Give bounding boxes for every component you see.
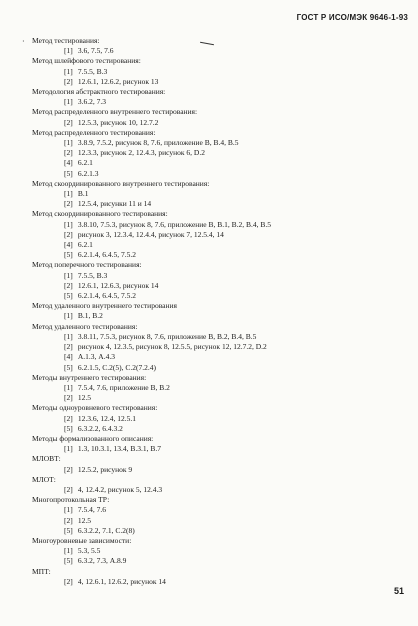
index-entry	[20, 495, 412, 536]
index-entry	[20, 373, 412, 404]
reference-locations: 6.2.1.4, 6.4.5, 7.5.2	[77, 291, 136, 301]
page-number: 51	[393, 586, 404, 596]
reference-locations: 12.5.3, рисунок 10, 12.7.2	[77, 117, 159, 127]
index-reference	[20, 77, 412, 87]
index-reference	[20, 67, 412, 77]
index-entry	[20, 403, 412, 434]
index-reference	[20, 444, 412, 454]
index-entry	[20, 475, 412, 495]
index-reference	[20, 199, 412, 209]
index-reference	[20, 352, 412, 362]
index-reference	[20, 118, 412, 128]
index-list	[20, 36, 412, 587]
reference-locations: 1.3, 10.3.1, 13.4, В.3.1, В.7	[77, 444, 162, 454]
index-term: Метод поперечного тестирования:	[32, 260, 142, 270]
reference-source-number: [5]	[64, 525, 73, 535]
index-reference	[20, 556, 412, 566]
index-reference	[20, 240, 412, 250]
reference-source-number: [2]	[64, 464, 73, 474]
reference-locations: 12.6.1, 12.6.3, рисунок 14	[77, 280, 159, 290]
reference-locations: 12.5	[77, 393, 91, 403]
reference-source-number: [2]	[64, 148, 73, 158]
margin-mark: ·	[22, 37, 25, 46]
reference-locations: 12.5.2, рисунок 9	[77, 464, 133, 474]
reference-locations: А.1.3, А.4.3	[77, 352, 115, 362]
index-term: Методы внутреннего тестирования:	[32, 372, 147, 382]
reference-source-number: [2]	[64, 76, 73, 86]
index-entry	[20, 56, 412, 87]
index-term: МЛОВТ:	[32, 454, 61, 464]
index-term: Методы формализованного описания:	[32, 433, 154, 443]
index-entry	[20, 107, 412, 127]
index-term: Многопротокольная ТР:	[32, 495, 110, 505]
reference-locations: рисунок 4, 12.3.5, рисунок 8, 12.5.5, рисунок 12, 12.7.2, D.2	[77, 342, 267, 352]
index-term: Метод скоординированного тестирования:	[32, 209, 168, 219]
index-reference	[20, 311, 412, 321]
index-entry	[20, 567, 412, 587]
reference-source-number: [1]	[64, 311, 73, 321]
reference-locations: 6.2.1	[77, 158, 93, 168]
index-term: МПТ:	[32, 566, 51, 576]
index-reference	[20, 220, 412, 230]
reference-source-number: [2]	[64, 576, 73, 586]
index-entry	[20, 301, 412, 321]
index-entry	[20, 434, 412, 454]
reference-source-number: [1]	[64, 219, 73, 229]
index-reference	[20, 546, 412, 556]
index-reference	[20, 363, 412, 373]
index-term: Метод удаленного внутреннего тестирования	[32, 301, 177, 311]
reference-source-number: [1]	[64, 505, 73, 515]
reference-locations: 6.3.2.2, 6.4.3.2	[77, 423, 123, 433]
reference-source-number: [4]	[64, 158, 73, 168]
reference-locations: 7.5.5, В.3	[77, 270, 108, 280]
reference-source-number: [5]	[64, 423, 73, 433]
reference-source-number: [1]	[64, 546, 73, 556]
reference-locations: 3.6.2, 7.3	[77, 97, 106, 107]
index-reference	[20, 250, 412, 260]
index-reference	[20, 505, 412, 515]
reference-locations: 6.2.1.5, С.2(5), С.2(7.2.4)	[77, 362, 156, 372]
index-reference	[20, 485, 412, 495]
reference-locations: 7.5.5, В.3	[77, 66, 108, 76]
reference-source-number: [2]	[64, 117, 73, 127]
index-reference	[20, 169, 412, 179]
reference-locations: 4, 12.4.2, рисунок 5, 12.4.3	[77, 484, 163, 494]
index-reference	[20, 342, 412, 352]
reference-locations: В.1, В.2	[77, 311, 103, 321]
reference-source-number: [4]	[64, 240, 73, 250]
reference-source-number: [1]	[64, 444, 73, 454]
index-reference	[20, 97, 412, 107]
index-term: Метод тестирования:	[32, 36, 100, 45]
index-reference	[20, 424, 412, 434]
index-reference	[20, 393, 412, 403]
reference-locations: 6.2.1.4, 6.4.5, 7.5.2	[77, 250, 136, 260]
index-reference	[20, 271, 412, 281]
reference-locations: 12.6.1, 12.6.2, рисунок 13	[77, 76, 159, 86]
index-term: МЛОТ:	[32, 474, 56, 484]
reference-locations: 12.3.6, 12.4, 12.5.1	[77, 413, 136, 423]
index-term: Методы одноуровневого тестирования:	[32, 403, 158, 413]
reference-source-number: [2]	[64, 199, 73, 209]
reference-source-number: [2]	[64, 484, 73, 494]
reference-locations: 4, 12.6.1, 12.6.2, рисунок 14	[77, 576, 166, 586]
index-reference	[20, 516, 412, 526]
reference-locations: 6.2.1	[77, 240, 93, 250]
reference-locations: 12.3.3, рисунок 2, 12.4.3, рисунок 6, D.2	[77, 148, 205, 158]
index-term: Методология абстрактного тестирования:	[32, 87, 166, 97]
index-entry	[20, 179, 412, 210]
reference-source-number: [1]	[64, 270, 73, 280]
reference-locations: 7.5.4, 7.6	[77, 505, 106, 515]
index-term: Метод шлейфового тестирования:	[32, 56, 141, 66]
reference-source-number: [2]	[64, 229, 73, 239]
reference-source-number: [1]	[64, 138, 73, 148]
reference-locations: 3.6, 7.5, 7.6	[77, 46, 114, 56]
reference-locations: 3.8.9, 7.5.2, рисунок 8, 7.6, приложение В, В.4, В.5	[77, 138, 239, 148]
index-term: Метод скоординированного внутреннего тестирования:	[32, 178, 210, 188]
reference-locations: 5.3, 5.5	[77, 546, 101, 556]
index-reference	[20, 465, 412, 475]
reference-locations: 3.8.11, 7.5.3, рисунок 8, 7.6, приложение В, В.2, В.4, В.5	[77, 331, 257, 341]
reference-locations: 12.5	[77, 515, 91, 525]
index-reference	[20, 577, 412, 587]
reference-source-number: [2]	[64, 515, 73, 525]
reference-locations: 7.5.4, 7.6, приложение В, В.2	[77, 382, 170, 392]
reference-locations: рисунок 3, 12.3.4, 12.4.4, рисунок 7, 12.5.4, 14	[77, 229, 224, 239]
reference-source-number: [2]	[64, 280, 73, 290]
reference-source-number: [5]	[64, 556, 73, 566]
index-reference	[20, 414, 412, 424]
reference-source-number: [2]	[64, 342, 73, 352]
index-entry	[20, 87, 412, 107]
index-entry	[20, 260, 412, 301]
index-reference	[20, 281, 412, 291]
page-header: ГОСТ Р ИСО/МЭК 9646-1-93	[296, 13, 408, 22]
index-term: Метод удаленного тестирования:	[32, 321, 138, 331]
reference-source-number: [5]	[64, 250, 73, 260]
index-reference	[20, 332, 412, 342]
reference-source-number: [1]	[64, 66, 73, 76]
index-reference	[20, 383, 412, 393]
index-reference	[20, 189, 412, 199]
reference-source-number: [5]	[64, 291, 73, 301]
reference-locations: 6.2.1.3	[77, 168, 99, 178]
index-reference	[20, 526, 412, 536]
reference-source-number: [5]	[64, 362, 73, 372]
index-reference	[20, 46, 412, 56]
index-entry	[20, 322, 412, 373]
reference-source-number: [1]	[64, 46, 73, 56]
reference-locations: 6.3.2.2, 7.1, С.2(8)	[77, 525, 135, 535]
reference-source-number: [1]	[64, 331, 73, 341]
index-entry	[20, 36, 412, 56]
reference-locations: В.1	[77, 189, 89, 199]
index-reference	[20, 148, 412, 158]
reference-source-number: [1]	[64, 97, 73, 107]
reference-source-number: [4]	[64, 352, 73, 362]
reference-source-number: [1]	[64, 382, 73, 392]
index-entry	[20, 536, 412, 567]
reference-locations: 3.8.10, 7.5.3, рисунок 8, 7.6, приложение В, В.1, В.2, В.4, В.5	[77, 219, 272, 229]
index-reference	[20, 291, 412, 301]
reference-locations: 12.5.4, рисунки 11 и 14	[77, 199, 152, 209]
reference-source-number: [1]	[64, 189, 73, 199]
index-term: Метод распределенного тестирования:	[32, 127, 156, 137]
reference-source-number: [2]	[64, 413, 73, 423]
index-entry	[20, 128, 412, 179]
reference-source-number: [2]	[64, 393, 73, 403]
index-entry	[20, 454, 412, 474]
reference-source-number: [5]	[64, 168, 73, 178]
index-entry	[20, 209, 412, 260]
index-reference	[20, 230, 412, 240]
index-term: Многоуровневые зависимости:	[32, 535, 132, 545]
index-reference	[20, 158, 412, 168]
index-reference	[20, 138, 412, 148]
reference-locations: 6.3.2, 7.3, А.8.9	[77, 556, 127, 566]
index-term: Метод распределенного внутреннего тестирования:	[32, 107, 198, 117]
